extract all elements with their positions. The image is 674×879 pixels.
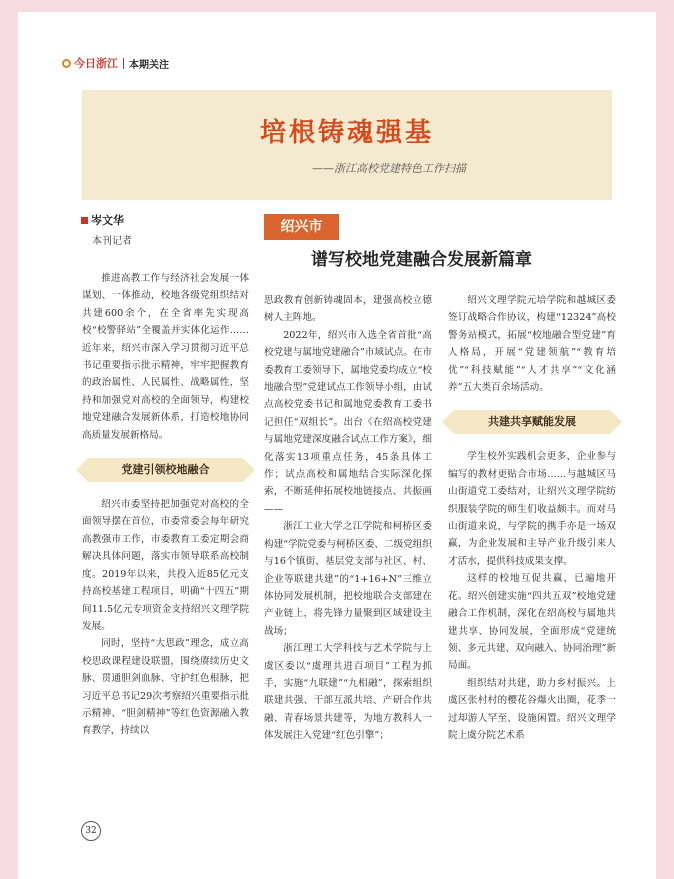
paragraph-continued: 思政教育创新铸魂固本，建强高校立德树人主阵地。	[264, 295, 432, 324]
paragraph: 组织结对共建，助力乡村振兴。上虞区张村村的樱花谷爆火出圈，花季一过却游人罕至、设施闲置。绍兴文理学院上虞分院艺术系	[448, 677, 616, 741]
banner-title: 培根铸魂强基	[259, 118, 434, 148]
paragraph: 推进高教工作与经济社会发展一体谋划、一体推动，校地各级党组织结对共建600余个，在全省率先实现高校“校警驿站”全覆盖并实体化运作……近年来，绍兴市深入学习贯彻习近平总书记重要指示批示精神，牢牢把握教育的政治属性、人民属性、战略属性，坚持和加强党对高校的全面领导，构建校地党建融合发展新体系，打造校地协同高质量发展新格局。	[82, 273, 249, 441]
subheading-party-building: 党建引领校地融合	[88, 458, 243, 482]
logo-text: 今日浙江	[74, 57, 118, 70]
logo-icon	[62, 59, 71, 68]
page-header	[62, 55, 169, 71]
magazine-logo	[62, 55, 118, 71]
paragraph: 同时，坚持“大思政”理念，成立高校思政课程建设联盟，围绕赓续历史文脉、贯通胆剑血脉、守护红色根脉，把习近平总书记29次考察绍兴重要指示批示精神、“胆剑精神”等红色资源融入教育教学，持续以	[82, 638, 249, 737]
paragraph: 浙江理工大学科技与艺术学院与上虞区委以“虞理共进百项目”工程为抓手，实施“九联建”“九相融”，探索组织联建共强、干部互派共培、产研合作共融、青春场景共建等，为地方教科人一体发展注入党建“红色引擎”；	[264, 643, 432, 742]
header-divider	[123, 58, 124, 69]
article-column-2	[264, 292, 432, 745]
paragraph: 浙江工业大学之江学院和柯桥区委构建“学院党委与柯桥区委、二级党组织与16个镇街、基层党支部与社区、村、企业等联建共建”的“1+16+N”三维立体协同发展机制，把校地联合支部建在产业链上，将先锋力量聚到区域建设主战场；	[264, 521, 432, 637]
section-label: 本期关注	[129, 59, 169, 71]
author-name	[81, 212, 124, 228]
author-name-text: 岑文华	[91, 214, 124, 227]
article-column-1	[82, 270, 249, 740]
paragraph: 学生校外实践机会更多，企业参与编写的教材更贴合市场……与越城区马山街道党工委结对，让绍兴文理学院纺织服装学院的师生们收益颇丰。而对马山街道来说，与学院的携手亦是一场双赢，为企业发展和主导产业升级引来人才活水，提供科技成果支撑。	[448, 451, 616, 567]
article-title: 谱写校地党建融合发展新篇章	[311, 250, 532, 270]
feature-banner	[82, 90, 612, 200]
author-marker-icon	[81, 217, 88, 224]
city-tag: 绍兴市	[264, 214, 339, 240]
subheading-shared-development: 共建共享赋能发展	[454, 410, 610, 434]
paragraph: 这样的校地互促共赢，已遍地开花。绍兴创建实施“四共五双”校地党建融合工作机制，深化在绍高校与属地共建共享、协同发展，全面形成“党建统领、多元共建、双向融入、协同治理”新局面。	[448, 573, 616, 672]
banner-subtitle: ——浙江高校党建特色工作扫描	[312, 162, 466, 175]
page-number: 32	[81, 821, 101, 841]
paragraph: 绍兴市委坚持把加强党对高校的全面领导摆在首位，市委常委会每年研究高教强市工作，市委教育工委定期会商解决具体问题，落实市领导联系高校制度。2019年以来，共投入近85亿元支持高校基建工程项目，明确“十四五”期间11.5亿元专项资金支持绍兴文理学院发展。	[82, 499, 249, 632]
paragraph: 2022年，绍兴市入选全省首批“高校党建与属地党建融合”市域试点。在市委教育工委领导下，属地党委均成立“校地融合型”党建试点工作领导小组，由试点高校党委书记和属地党委教育工委书记担任“双组长”。出台《在绍高校党建与属地党建深度融合试点工作方案》，细化落实13项重点任务，45条具体工作；试点高校和属地结合实际深化探索，不断延伸拓展校地链接点、共振画——	[264, 329, 432, 515]
author-role: 本刊记者	[92, 236, 132, 247]
article-column-3	[448, 292, 616, 744]
paragraph: 绍兴文理学院元培学院和越城区委签订战略合作协议，构建“12324”高校警务站模式，拓展“校地融合型党建”育人格局，开展“党建领航”“教育培优”“科技赋能”“人才共享”“文化涵养”五大类百余场活动。	[448, 295, 616, 394]
